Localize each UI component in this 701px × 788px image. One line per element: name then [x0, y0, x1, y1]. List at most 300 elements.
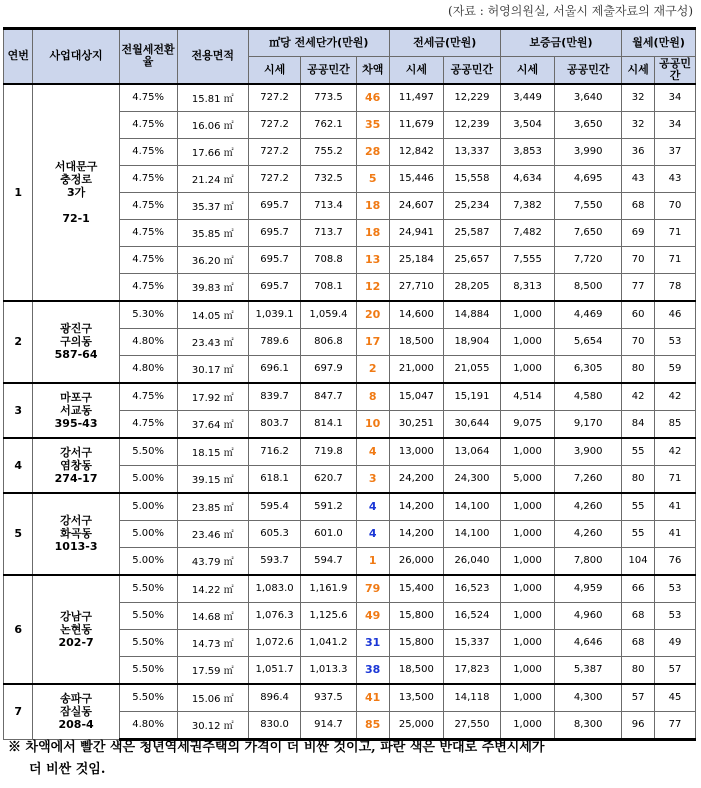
cell-diff: 5	[356, 165, 389, 192]
cell-rent-public: 43	[655, 165, 696, 192]
cell-rent-market: 80	[622, 465, 655, 493]
cell-unit-price-public: 762.1	[301, 111, 357, 138]
cell-unit-price-market: 1,039.1	[249, 301, 301, 329]
cell-unit-price-public: 1,161.9	[301, 575, 357, 603]
cell-rate: 5.30%	[119, 301, 177, 329]
cell-deposit-full-public: 26,040	[444, 547, 501, 575]
cell-deposit-full-public: 25,587	[444, 219, 501, 246]
cell-rent-public: 57	[655, 656, 696, 684]
cell-deposit-public: 7,550	[555, 192, 622, 219]
cell-deposit-market: 1,000	[500, 629, 554, 656]
cell-rent-market: 84	[622, 410, 655, 438]
cell-unit-price-market: 789.6	[249, 328, 301, 355]
cell-rent-public: 71	[655, 246, 696, 273]
cell-diff: 79	[356, 575, 389, 603]
cell-rent-public: 37	[655, 138, 696, 165]
cell-no: 5	[4, 493, 33, 575]
cell-rate: 5.00%	[119, 547, 177, 575]
cell-rent-public: 42	[655, 383, 696, 411]
cell-rent-public: 78	[655, 273, 696, 301]
table-row	[4, 383, 696, 411]
cell-deposit-full-public: 13,337	[444, 138, 501, 165]
cell-deposit-full-market: 14,200	[389, 520, 443, 547]
cell-rate: 4.75%	[119, 165, 177, 192]
cell-unit-price-market: 1,083.0	[249, 575, 301, 603]
cell-deposit-full-market: 15,446	[389, 165, 443, 192]
cell-no: 7	[4, 684, 33, 740]
header-diff: 차액	[356, 57, 389, 84]
cell-rent-public: 77	[655, 711, 696, 739]
cell-rate: 4.75%	[119, 219, 177, 246]
cell-area: 30.12 ㎡	[177, 711, 248, 739]
cell-deposit-full-market: 26,000	[389, 547, 443, 575]
cell-deposit-full-public: 24,300	[444, 465, 501, 493]
cell-deposit-public: 4,960	[555, 602, 622, 629]
cell-deposit-public: 4,580	[555, 383, 622, 411]
table-row	[4, 301, 696, 329]
cell-diff: 38	[356, 656, 389, 684]
cell-site: 광진구 구의동 587-64	[33, 301, 119, 383]
cell-rent-public: 70	[655, 192, 696, 219]
cell-rate: 4.75%	[119, 111, 177, 138]
cell-no: 2	[4, 301, 33, 383]
cell-diff: 49	[356, 602, 389, 629]
header-site: 사업대상지	[33, 29, 119, 84]
cell-deposit-full-market: 24,200	[389, 465, 443, 493]
cell-area: 23.85 ㎡	[177, 493, 248, 521]
cell-unit-price-public: 591.2	[301, 493, 357, 521]
cell-unit-price-market: 618.1	[249, 465, 301, 493]
cell-diff: 17	[356, 328, 389, 355]
cell-rent-market: 68	[622, 192, 655, 219]
cell-unit-price-market: 839.7	[249, 383, 301, 411]
cell-deposit-full-market: 13,500	[389, 684, 443, 712]
cell-unit-price-public: 755.2	[301, 138, 357, 165]
cell-deposit-market: 9,075	[500, 410, 554, 438]
cell-rent-market: 80	[622, 355, 655, 383]
cell-deposit-public: 5,654	[555, 328, 622, 355]
cell-rate: 4.75%	[119, 192, 177, 219]
cell-unit-price-public: 697.9	[301, 355, 357, 383]
cell-no: 6	[4, 575, 33, 684]
cell-area: 21.24 ㎡	[177, 165, 248, 192]
cell-diff: 10	[356, 410, 389, 438]
cell-diff: 8	[356, 383, 389, 411]
table-row	[4, 575, 696, 603]
cell-rent-market: 43	[622, 165, 655, 192]
footnote	[8, 737, 698, 781]
cell-deposit-full-public: 15,191	[444, 383, 501, 411]
cell-rate: 4.75%	[119, 383, 177, 411]
cell-deposit-full-public: 30,644	[444, 410, 501, 438]
cell-unit-price-public: 814.1	[301, 410, 357, 438]
cell-deposit-public: 3,650	[555, 111, 622, 138]
cell-deposit-public: 4,646	[555, 629, 622, 656]
cell-unit-price-public: 713.7	[301, 219, 357, 246]
cell-rent-market: 66	[622, 575, 655, 603]
cell-deposit-full-public: 15,558	[444, 165, 501, 192]
cell-rent-market: 36	[622, 138, 655, 165]
cell-deposit-full-public: 28,205	[444, 273, 501, 301]
cell-rent-public: 34	[655, 111, 696, 138]
cell-deposit-full-public: 25,234	[444, 192, 501, 219]
cell-deposit-full-market: 14,600	[389, 301, 443, 329]
cell-deposit-full-public: 27,550	[444, 711, 501, 739]
cell-deposit-full-market: 15,400	[389, 575, 443, 603]
cell-deposit-market: 1,000	[500, 301, 554, 329]
cell-area: 14.73 ㎡	[177, 629, 248, 656]
cell-deposit-market: 1,000	[500, 575, 554, 603]
cell-unit-price-market: 727.2	[249, 138, 301, 165]
cell-site: 강남구 논현동 202-7	[33, 575, 119, 684]
cell-unit-price-public: 1,041.2	[301, 629, 357, 656]
cell-site: 강서구 염창동 274-17	[33, 438, 119, 493]
cell-area: 16.06 ㎡	[177, 111, 248, 138]
cell-deposit-market: 1,000	[500, 328, 554, 355]
cell-rate: 4.80%	[119, 711, 177, 739]
cell-rate: 5.00%	[119, 520, 177, 547]
header-rate: 전월세전환율	[119, 29, 177, 84]
cell-rate: 4.80%	[119, 355, 177, 383]
cell-rate: 5.50%	[119, 629, 177, 656]
footnote-line-2: 더 비싼 것임.	[29, 762, 106, 777]
cell-diff: 3	[356, 465, 389, 493]
cell-diff: 41	[356, 684, 389, 712]
cell-site: 송파구 잠실동 208-4	[33, 684, 119, 740]
cell-diff: 20	[356, 301, 389, 329]
cell-deposit-full-public: 14,118	[444, 684, 501, 712]
header-public: 공공민간	[655, 57, 696, 84]
cell-area: 43.79 ㎡	[177, 547, 248, 575]
cell-unit-price-market: 716.2	[249, 438, 301, 466]
cell-rent-public: 85	[655, 410, 696, 438]
cell-deposit-full-public: 25,657	[444, 246, 501, 273]
cell-rent-market: 57	[622, 684, 655, 712]
header-market: 시세	[249, 57, 301, 84]
cell-unit-price-market: 727.2	[249, 111, 301, 138]
cell-unit-price-public: 719.8	[301, 438, 357, 466]
cell-area: 35.85 ㎡	[177, 219, 248, 246]
cell-deposit-market: 3,504	[500, 111, 554, 138]
cell-deposit-full-market: 25,000	[389, 711, 443, 739]
cell-rent-market: 96	[622, 711, 655, 739]
cell-deposit-full-market: 24,607	[389, 192, 443, 219]
cell-unit-price-market: 695.7	[249, 273, 301, 301]
cell-area: 14.68 ㎡	[177, 602, 248, 629]
cell-rent-market: 55	[622, 520, 655, 547]
cell-deposit-market: 1,000	[500, 711, 554, 739]
cell-deposit-full-market: 18,500	[389, 656, 443, 684]
cell-unit-price-public: 620.7	[301, 465, 357, 493]
cell-deposit-public: 4,469	[555, 301, 622, 329]
cell-deposit-public: 7,720	[555, 246, 622, 273]
cell-diff: 2	[356, 355, 389, 383]
cell-deposit-full-public: 18,904	[444, 328, 501, 355]
cell-deposit-public: 5,387	[555, 656, 622, 684]
cell-deposit-public: 4,260	[555, 520, 622, 547]
cell-unit-price-public: 713.4	[301, 192, 357, 219]
cell-unit-price-public: 601.0	[301, 520, 357, 547]
cell-area: 30.17 ㎡	[177, 355, 248, 383]
cell-unit-price-market: 896.4	[249, 684, 301, 712]
cell-deposit-full-market: 15,800	[389, 629, 443, 656]
cell-rate: 5.50%	[119, 575, 177, 603]
cell-deposit-market: 1,000	[500, 520, 554, 547]
cell-deposit-public: 6,305	[555, 355, 622, 383]
cell-unit-price-market: 1,072.6	[249, 629, 301, 656]
table-row	[4, 684, 696, 712]
cell-deposit-full-public: 21,055	[444, 355, 501, 383]
cell-site: 강서구 화곡동 1013-3	[33, 493, 119, 575]
cell-unit-price-public: 708.1	[301, 273, 357, 301]
cell-no: 4	[4, 438, 33, 493]
table-row	[4, 84, 696, 112]
cell-unit-price-public: 1,125.6	[301, 602, 357, 629]
cell-rent-public: 76	[655, 547, 696, 575]
cell-unit-price-market: 727.2	[249, 84, 301, 112]
cell-deposit-full-public: 14,100	[444, 520, 501, 547]
cell-rent-market: 60	[622, 301, 655, 329]
cell-area: 14.22 ㎡	[177, 575, 248, 603]
cell-deposit-market: 7,482	[500, 219, 554, 246]
cell-rent-public: 46	[655, 301, 696, 329]
cell-area: 15.81 ㎡	[177, 84, 248, 112]
cell-unit-price-public: 594.7	[301, 547, 357, 575]
cell-deposit-full-market: 11,497	[389, 84, 443, 112]
cell-rent-market: 68	[622, 602, 655, 629]
cell-unit-price-public: 937.5	[301, 684, 357, 712]
header-market: 시세	[622, 57, 655, 84]
cell-unit-price-market: 695.7	[249, 219, 301, 246]
cell-rent-public: 34	[655, 84, 696, 112]
cell-deposit-market: 1,000	[500, 656, 554, 684]
cell-rent-public: 41	[655, 493, 696, 521]
cell-diff: 12	[356, 273, 389, 301]
cell-area: 18.15 ㎡	[177, 438, 248, 466]
cell-unit-price-public: 847.7	[301, 383, 357, 411]
cell-deposit-market: 7,555	[500, 246, 554, 273]
cell-rent-public: 45	[655, 684, 696, 712]
table-header	[4, 29, 696, 84]
cell-site: 마포구 서교동 395-43	[33, 383, 119, 438]
cell-deposit-market: 5,000	[500, 465, 554, 493]
cell-deposit-market: 1,000	[500, 438, 554, 466]
cell-deposit-market: 7,382	[500, 192, 554, 219]
cell-unit-price-public: 806.8	[301, 328, 357, 355]
cell-deposit-full-market: 15,800	[389, 602, 443, 629]
cell-unit-price-public: 914.7	[301, 711, 357, 739]
cell-deposit-market: 4,634	[500, 165, 554, 192]
cell-diff: 4	[356, 520, 389, 547]
cell-rent-market: 32	[622, 111, 655, 138]
cell-rent-public: 53	[655, 602, 696, 629]
cell-rate: 5.00%	[119, 465, 177, 493]
header-public: 공공민간	[555, 57, 622, 84]
cell-deposit-public: 4,959	[555, 575, 622, 603]
cell-deposit-public: 7,650	[555, 219, 622, 246]
cell-deposit-full-public: 14,100	[444, 493, 501, 521]
cell-deposit-market: 1,000	[500, 547, 554, 575]
cell-rent-market: 70	[622, 328, 655, 355]
header-public: 공공민간	[301, 57, 357, 84]
cell-deposit-full-market: 27,710	[389, 273, 443, 301]
cell-unit-price-market: 595.4	[249, 493, 301, 521]
header-deposit: 보증금(만원)	[500, 29, 621, 57]
cell-deposit-full-market: 30,251	[389, 410, 443, 438]
cell-deposit-full-market: 15,047	[389, 383, 443, 411]
cell-deposit-public: 3,990	[555, 138, 622, 165]
cell-unit-price-market: 695.7	[249, 192, 301, 219]
cell-diff: 18	[356, 192, 389, 219]
cell-rent-public: 53	[655, 575, 696, 603]
cell-deposit-full-public: 16,524	[444, 602, 501, 629]
cell-deposit-public: 4,695	[555, 165, 622, 192]
header-no: 연번	[4, 29, 33, 84]
cell-rate: 5.50%	[119, 438, 177, 466]
cell-deposit-full-public: 16,523	[444, 575, 501, 603]
cell-rate: 5.00%	[119, 493, 177, 521]
cell-rate: 4.75%	[119, 84, 177, 112]
cell-unit-price-public: 773.5	[301, 84, 357, 112]
cell-unit-price-market: 593.7	[249, 547, 301, 575]
cell-deposit-full-public: 12,239	[444, 111, 501, 138]
cell-diff: 85	[356, 711, 389, 739]
header-rent: 월세(만원)	[622, 29, 696, 57]
cell-deposit-public: 4,260	[555, 493, 622, 521]
cell-deposit-public: 7,800	[555, 547, 622, 575]
cell-deposit-full-public: 13,064	[444, 438, 501, 466]
table-row	[4, 438, 696, 466]
cell-deposit-full-market: 12,842	[389, 138, 443, 165]
cell-deposit-market: 1,000	[500, 602, 554, 629]
cell-area: 15.06 ㎡	[177, 684, 248, 712]
cell-unit-price-market: 1,051.7	[249, 656, 301, 684]
header-market: 시세	[500, 57, 554, 84]
cell-rent-market: 70	[622, 246, 655, 273]
cell-deposit-full-market: 25,184	[389, 246, 443, 273]
cell-area: 17.92 ㎡	[177, 383, 248, 411]
cell-no: 3	[4, 383, 33, 438]
header-deposit-full: 전세금(만원)	[389, 29, 500, 57]
cell-unit-price-market: 803.7	[249, 410, 301, 438]
cell-rate: 5.50%	[119, 656, 177, 684]
cell-rent-market: 42	[622, 383, 655, 411]
cell-deposit-public: 3,640	[555, 84, 622, 112]
cell-unit-price-public: 1,059.4	[301, 301, 357, 329]
cell-unit-price-public: 708.8	[301, 246, 357, 273]
cell-unit-price-public: 1,013.3	[301, 656, 357, 684]
table-row	[4, 493, 696, 521]
cell-diff: 46	[356, 84, 389, 112]
cell-unit-price-public: 732.5	[301, 165, 357, 192]
cell-deposit-full-market: 21,000	[389, 355, 443, 383]
source-note: (자료 : 허영의원실, 서울시 제출자료의 재구성)	[448, 4, 693, 18]
cell-deposit-market: 1,000	[500, 493, 554, 521]
cell-rent-public: 42	[655, 438, 696, 466]
cell-diff: 1	[356, 547, 389, 575]
cell-rent-public: 71	[655, 465, 696, 493]
cell-unit-price-market: 605.3	[249, 520, 301, 547]
cell-deposit-public: 4,300	[555, 684, 622, 712]
footnote-line-1: ※ 차액에서 빨간 색은 청년역세권주택의 가격이 더 비싼 것이고, 파란 색은 반대로 주변시세가	[8, 740, 545, 755]
header-market: 시세	[389, 57, 443, 84]
cell-deposit-full-market: 11,679	[389, 111, 443, 138]
cell-rate: 4.80%	[119, 328, 177, 355]
cell-deposit-public: 7,260	[555, 465, 622, 493]
cell-rent-public: 49	[655, 629, 696, 656]
cell-rent-public: 71	[655, 219, 696, 246]
cell-rent-market: 55	[622, 438, 655, 466]
cell-area: 14.05 ㎡	[177, 301, 248, 329]
cell-area: 23.43 ㎡	[177, 328, 248, 355]
cell-rent-market: 68	[622, 629, 655, 656]
cell-deposit-full-public: 14,884	[444, 301, 501, 329]
cell-deposit-full-public: 12,229	[444, 84, 501, 112]
cell-diff: 4	[356, 493, 389, 521]
cell-unit-price-market: 727.2	[249, 165, 301, 192]
cell-rate: 4.75%	[119, 138, 177, 165]
cell-rate: 4.75%	[119, 410, 177, 438]
cell-deposit-market: 3,853	[500, 138, 554, 165]
cell-diff: 31	[356, 629, 389, 656]
cell-rent-market: 32	[622, 84, 655, 112]
cell-area: 39.15 ㎡	[177, 465, 248, 493]
cell-area: 17.59 ㎡	[177, 656, 248, 684]
cell-diff: 28	[356, 138, 389, 165]
cell-rent-market: 80	[622, 656, 655, 684]
cell-diff: 4	[356, 438, 389, 466]
header-area: 전용면적	[177, 29, 248, 84]
cell-deposit-full-market: 14,200	[389, 493, 443, 521]
cell-rent-market: 104	[622, 547, 655, 575]
cell-deposit-public: 8,300	[555, 711, 622, 739]
cell-deposit-market: 4,514	[500, 383, 554, 411]
cell-site: 서대문구 충정로 3가 72-1	[33, 84, 119, 301]
cell-diff: 13	[356, 246, 389, 273]
cell-rent-public: 41	[655, 520, 696, 547]
cell-rate: 4.75%	[119, 273, 177, 301]
cell-deposit-full-market: 18,500	[389, 328, 443, 355]
cell-deposit-full-market: 13,000	[389, 438, 443, 466]
cell-rent-market: 77	[622, 273, 655, 301]
cell-rate: 4.75%	[119, 246, 177, 273]
cell-rent-market: 69	[622, 219, 655, 246]
cell-deposit-market: 3,449	[500, 84, 554, 112]
rent-comparison-table	[3, 27, 696, 741]
cell-area: 36.20 ㎡	[177, 246, 248, 273]
cell-unit-price-market: 830.0	[249, 711, 301, 739]
cell-area: 37.64 ㎡	[177, 410, 248, 438]
cell-deposit-full-public: 15,337	[444, 629, 501, 656]
cell-unit-price-market: 695.7	[249, 246, 301, 273]
cell-deposit-market: 8,313	[500, 273, 554, 301]
cell-unit-price-market: 696.1	[249, 355, 301, 383]
header-public: 공공민간	[444, 57, 501, 84]
cell-deposit-public: 3,900	[555, 438, 622, 466]
cell-area: 23.46 ㎡	[177, 520, 248, 547]
cell-diff: 35	[356, 111, 389, 138]
header-unit-price: ㎡당 전세단가(만원)	[249, 29, 390, 57]
cell-unit-price-market: 1,076.3	[249, 602, 301, 629]
table-body	[4, 84, 696, 740]
cell-diff: 18	[356, 219, 389, 246]
cell-deposit-market: 1,000	[500, 684, 554, 712]
cell-area: 17.66 ㎡	[177, 138, 248, 165]
cell-rate: 5.50%	[119, 684, 177, 712]
cell-area: 35.37 ㎡	[177, 192, 248, 219]
cell-rent-public: 53	[655, 328, 696, 355]
cell-deposit-full-market: 24,941	[389, 219, 443, 246]
